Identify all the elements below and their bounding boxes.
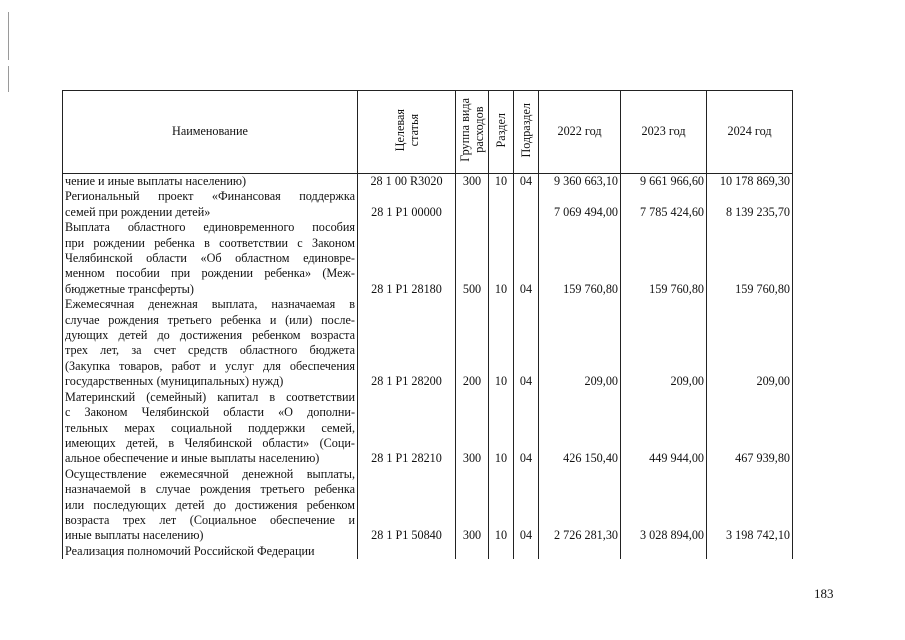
row-target-article: 28 1 P1 28200 xyxy=(358,297,456,389)
row-name-line: бюджетные трансферты) xyxy=(65,281,194,296)
row-amount-2022: 2 726 281,30 xyxy=(539,467,621,544)
row-amount-2023: 449 944,00 xyxy=(621,390,707,467)
row-name-cell xyxy=(63,189,358,220)
row-amount-2024: 10 178 869,30 xyxy=(707,174,793,190)
header-subsection: Подраздел xyxy=(514,91,539,174)
row-subsection xyxy=(514,544,539,559)
header-year-2023: 2023 год xyxy=(621,91,707,174)
row-amount-2023: 7 785 424,60 xyxy=(621,189,707,220)
row-name-line: Материнский (семейный) капитал в соответствии xyxy=(65,389,355,404)
row-subsection: 04 xyxy=(514,390,539,467)
row-target-article: 28 1 P1 28180 xyxy=(358,220,456,297)
row-name-line: или последующих детей до достижения ребенком xyxy=(65,497,355,512)
row-name-line: Осуществление ежемесячной денежной выплаты, xyxy=(65,466,355,481)
row-name-cell xyxy=(63,544,358,559)
budget-table xyxy=(62,90,793,559)
table-row xyxy=(63,220,793,297)
row-name-line: Выплата областного единовременного пособия xyxy=(65,220,355,235)
row-amount-2022: 209,00 xyxy=(539,297,621,389)
row-name-cell xyxy=(63,174,358,190)
table-row xyxy=(63,390,793,467)
scan-margin-mark xyxy=(8,66,9,92)
row-name-line: иные выплаты населению) xyxy=(65,528,204,543)
row-target-article: 28 1 00 R3020 xyxy=(358,174,456,190)
header-section: Раздел xyxy=(489,91,514,174)
row-expense-group: 200 xyxy=(456,297,489,389)
row-name-line: семей при рождении детей» xyxy=(65,204,211,219)
row-name-cell xyxy=(63,467,358,544)
row-section: 10 xyxy=(489,174,514,190)
row-name-line: альное обеспечение и иные выплаты населению) xyxy=(65,451,320,466)
row-expense-group: 300 xyxy=(456,467,489,544)
row-name-line: менном пособии при рождении ребенка» (Меж- xyxy=(65,266,355,281)
row-section xyxy=(489,544,514,559)
row-amount-2022: 7 069 494,00 xyxy=(539,189,621,220)
row-amount-2024: 3 198 742,10 xyxy=(707,467,793,544)
row-expense-group: 300 xyxy=(456,174,489,190)
row-name-line: дующих детей до достижения ребенком возраста xyxy=(65,328,355,343)
header-expense-group: Группа вида расходов xyxy=(456,91,489,174)
scan-margin-mark xyxy=(8,12,9,60)
row-amount-2022: 426 150,40 xyxy=(539,390,621,467)
row-name-line: чение и иные выплаты населению) xyxy=(65,174,247,188)
table-header-row xyxy=(63,91,793,174)
row-name-cell xyxy=(63,297,358,389)
row-target-article: 28 1 P1 50840 xyxy=(358,467,456,544)
row-amount-2022: 9 360 663,10 xyxy=(539,174,621,190)
row-amount-2024: 467 939,80 xyxy=(707,390,793,467)
header-year-2022: 2022 год xyxy=(539,91,621,174)
row-target-article: 28 1 P1 00000 xyxy=(358,189,456,220)
row-expense-group xyxy=(456,189,489,220)
row-name-line: имеющих детей, в Челябинской области» (Соци- xyxy=(65,435,355,450)
row-name-line: случае рождения третьего ребенка и (или) после- xyxy=(65,312,355,327)
row-subsection: 04 xyxy=(514,220,539,297)
table-row xyxy=(63,467,793,544)
row-name-line: (Закупка товаров, работ и услуг для обеспечения xyxy=(65,358,355,373)
row-amount-2023: 159 760,80 xyxy=(621,220,707,297)
row-amount-2023 xyxy=(621,544,707,559)
table-row xyxy=(63,544,793,559)
row-section: 10 xyxy=(489,467,514,544)
row-name-line: с Законом Челябинской области «О дополни- xyxy=(65,405,355,420)
row-expense-group: 300 xyxy=(456,390,489,467)
row-name-cell xyxy=(63,220,358,297)
row-subsection: 04 xyxy=(514,297,539,389)
row-name-line: назначаемой в случае рождения третьего ребенка xyxy=(65,482,355,497)
row-subsection xyxy=(514,189,539,220)
row-name-cell xyxy=(63,390,358,467)
row-section: 10 xyxy=(489,220,514,297)
row-amount-2023: 209,00 xyxy=(621,297,707,389)
row-name-line: возраста трех лет (Социальное обеспечение и xyxy=(65,512,355,527)
header-name: Наименование xyxy=(63,91,358,174)
table-row xyxy=(63,189,793,220)
row-expense-group: 500 xyxy=(456,220,489,297)
table-row xyxy=(63,174,793,190)
row-amount-2022: 159 760,80 xyxy=(539,220,621,297)
row-name-line: Ежемесячная денежная выплата, назначаемая в xyxy=(65,297,355,312)
row-name-line: трех лет, за счет средств областного бюджета xyxy=(65,343,355,358)
row-target-article: 28 1 P1 28210 xyxy=(358,390,456,467)
row-section: 10 xyxy=(489,390,514,467)
row-amount-2023: 9 661 966,60 xyxy=(621,174,707,190)
row-section: 10 xyxy=(489,297,514,389)
row-subsection: 04 xyxy=(514,467,539,544)
page-number: 183 xyxy=(814,586,834,601)
row-section xyxy=(489,189,514,220)
row-target-article xyxy=(358,544,456,559)
row-name-line: Челябинской области «Об областном единовре- xyxy=(65,251,355,266)
row-amount-2024: 159 760,80 xyxy=(707,220,793,297)
header-year-2024: 2024 год xyxy=(707,91,793,174)
row-amount-2022 xyxy=(539,544,621,559)
row-name-line: государственных (муниципальных) нужд) xyxy=(65,374,284,389)
row-amount-2024: 8 139 235,70 xyxy=(707,189,793,220)
row-name-line: при рождении ребенка в соответствии с Законом xyxy=(65,235,355,250)
row-name-line: Реализация полномочий Российской Федерации xyxy=(65,543,315,558)
row-subsection: 04 xyxy=(514,174,539,190)
row-name-line: Региональный проект «Финансовая поддержка xyxy=(65,189,355,204)
table-row xyxy=(63,297,793,389)
row-amount-2024 xyxy=(707,544,793,559)
row-amount-2024: 209,00 xyxy=(707,297,793,389)
row-name-line: тельных мерах социальной поддержки семей, xyxy=(65,420,355,435)
row-expense-group xyxy=(456,544,489,559)
header-target-article: Целевая статья xyxy=(358,91,456,174)
row-amount-2023: 3 028 894,00 xyxy=(621,467,707,544)
